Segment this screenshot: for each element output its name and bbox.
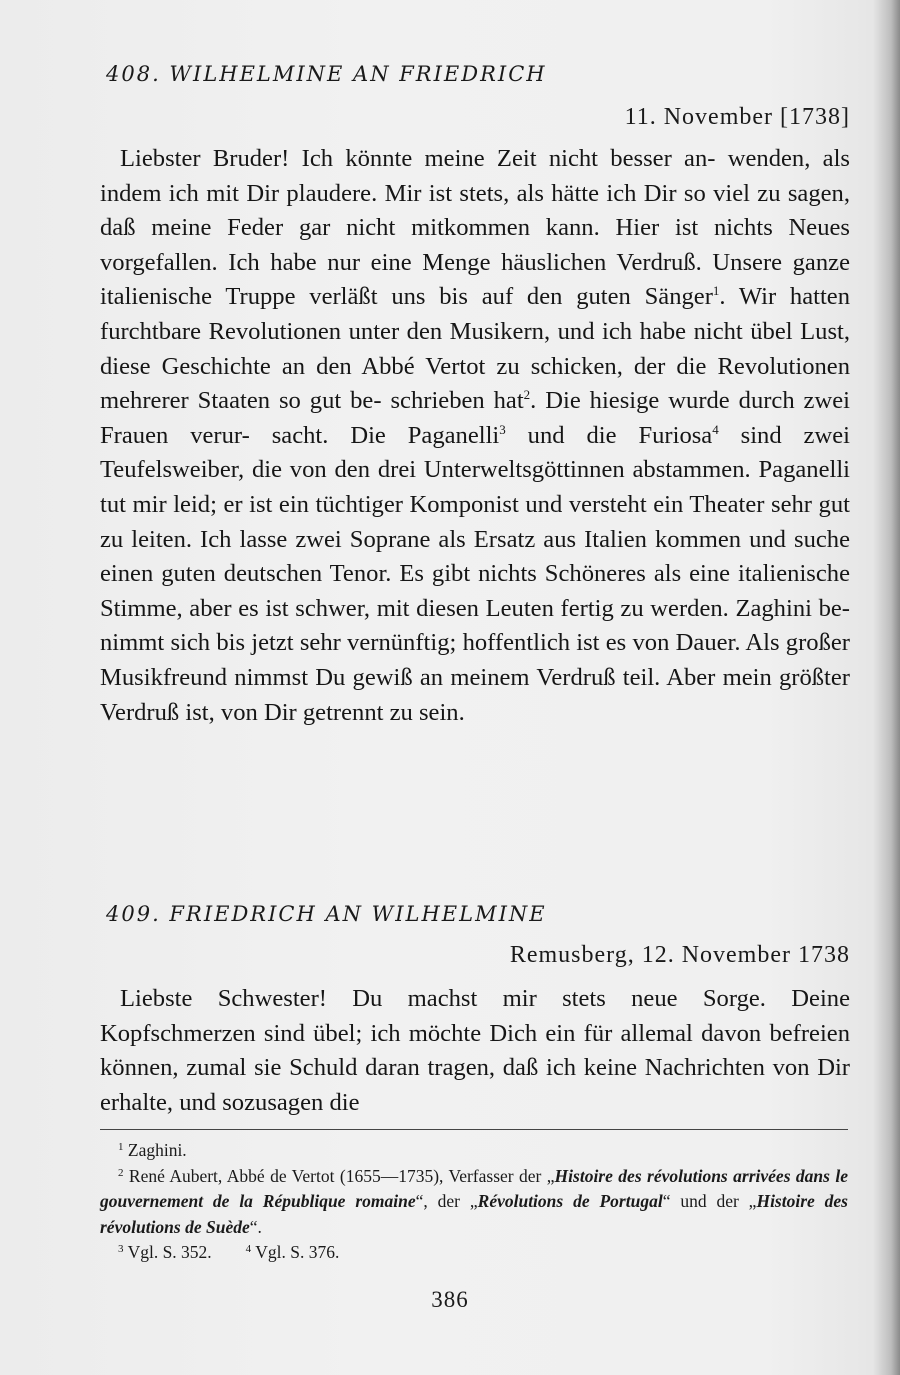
footnote-title: Histoire des révolutions de Suède: [100, 1191, 848, 1237]
letter-body-408: [100, 142, 850, 730]
text-line: zu sein.: [389, 698, 465, 726]
text-line: tut mir leid; er ist ein tüchtiger Komponist und versteht ein: [100, 490, 684, 518]
letter-dateline-408: 11. November [1738]: [624, 104, 850, 130]
text-line: nicht übel Lust, diese Geschichte an den Abbé Vertot zu: [100, 317, 850, 380]
text-line: davon befreien können, zumal sie Schuld daran tragen, daß: [100, 1019, 850, 1082]
text-line: Truppe verläßt uns bis auf den guten Sänger: [225, 283, 713, 311]
text-line: Dauer. Als großer Musikfreund nimmst Du gewiß an meinem: [100, 629, 850, 691]
footnote-mark: 4: [245, 1243, 252, 1255]
footnote-title: Révolutions de Portugal: [477, 1191, 663, 1211]
footnote-text: Zaghini.: [127, 1140, 187, 1160]
footnote-1: [100, 1138, 848, 1164]
text-line: wenden, als indem ich mit Dir plaudere. Mir ist stets, als: [100, 145, 850, 207]
footnote-mark: 2: [118, 1166, 124, 1179]
footnote-2: [100, 1164, 848, 1241]
text-line: schrieben hat: [390, 387, 524, 415]
text-line: ich keine Nachrichten von Dir erhalte, und sozusagen die: [100, 1054, 850, 1116]
text-line: Kopfschmerzen sind übel; ich möchte Dich ein für allemal: [100, 1019, 693, 1047]
text-line: furchtbare Revolutionen unter den Musikern, und ich habe: [100, 317, 687, 345]
footnote-ref: 4: [712, 421, 719, 437]
footnote-text: René Aubert, Abbé de Vertot (1655—1735), Verfasser der „: [128, 1165, 555, 1186]
page-number: 386: [431, 1287, 469, 1312]
text-line: . Wir hatten: [719, 283, 850, 311]
footnote-row-3-4: [100, 1240, 848, 1266]
footnote-title: Histoire des révolutions arrivées dans le gouvernement de la République romaine: [100, 1165, 849, 1211]
text-line: Theater sehr gut zu leiten. Ich lasse zwei Soprane als Ersatz: [100, 490, 850, 553]
footnote-ref: 2: [523, 387, 531, 403]
letter-heading-408: 408. WILHELMINE AN FRIEDRICH: [106, 62, 547, 86]
footnote-ref: 3: [499, 421, 506, 437]
text-line: sacht. Die Paganelli: [271, 421, 500, 449]
text-line: die von den drei Unterweltsgöttinnen abstammen. Paganelli: [251, 456, 850, 484]
letter-heading-409: 409. FRIEDRICH AN WILHELMINE: [106, 902, 547, 926]
text-line: ist schwer, mit diesen Leuten fertig zu werden. Zaghini be-: [265, 594, 850, 622]
footnote-mark: 1: [118, 1141, 124, 1153]
footnote-3-text: Vgl. S. 352.: [127, 1242, 212, 1262]
text-line: mitkommen kann. Hier ist nichts Neues vorgefallen. Ich habe: [100, 214, 851, 276]
letter-dateline-409: Remusberg, 12. November 1738: [509, 942, 850, 968]
footnote-ref: 1: [712, 283, 720, 299]
footnote-mark: 3: [118, 1243, 124, 1255]
footnote-divider: [100, 1129, 848, 1130]
text-line: sind zwei Teufelsweiber,: [100, 421, 850, 484]
text-line: schicken, der die Revolutionen mehrerer Staaten so gut be-: [100, 352, 851, 415]
letter-paragraph: [100, 982, 850, 1120]
text-line: Liebster Bruder! Ich könnte meine Zeit nicht besser an-: [120, 145, 716, 172]
footnote-text: “.: [249, 1216, 262, 1237]
text-line: hätte ich Dir so viel zu sagen, daß meine Feder gar nicht: [100, 179, 850, 242]
text-line: aus Italien kommen und suche einen guten deutschen Tenor.: [100, 525, 850, 588]
text-line: . Die hiesige wurde durch zwei Frauen verur-: [100, 387, 850, 449]
letter-paragraph: [100, 142, 850, 730]
text-line: nimmt sich bis jetzt sehr vernünftig; hoffentlich ist es von: [100, 629, 670, 657]
footnotes: [100, 1138, 848, 1266]
text-line: Verdruß teil. Aber mein größter Verdruß ist, von Dir getrennt: [100, 663, 850, 726]
text-line: und die Furiosa: [505, 421, 713, 449]
footnote-text: “, der „: [415, 1191, 478, 1211]
letter-body-409: [100, 982, 850, 1120]
text-line: Liebste Schwester! Du machst mir stets neue Sorge. Deine: [120, 985, 850, 1012]
text-line: Es gibt nichts Schöneres als eine italienische Stimme, aber es: [100, 560, 850, 622]
footnote-text: “ und der „: [662, 1191, 757, 1211]
footnote-4-text: Vgl. S. 376.: [255, 1242, 340, 1262]
text-line: nur eine Menge häuslichen Verdruß. Unsere ganze italienische: [100, 248, 850, 311]
